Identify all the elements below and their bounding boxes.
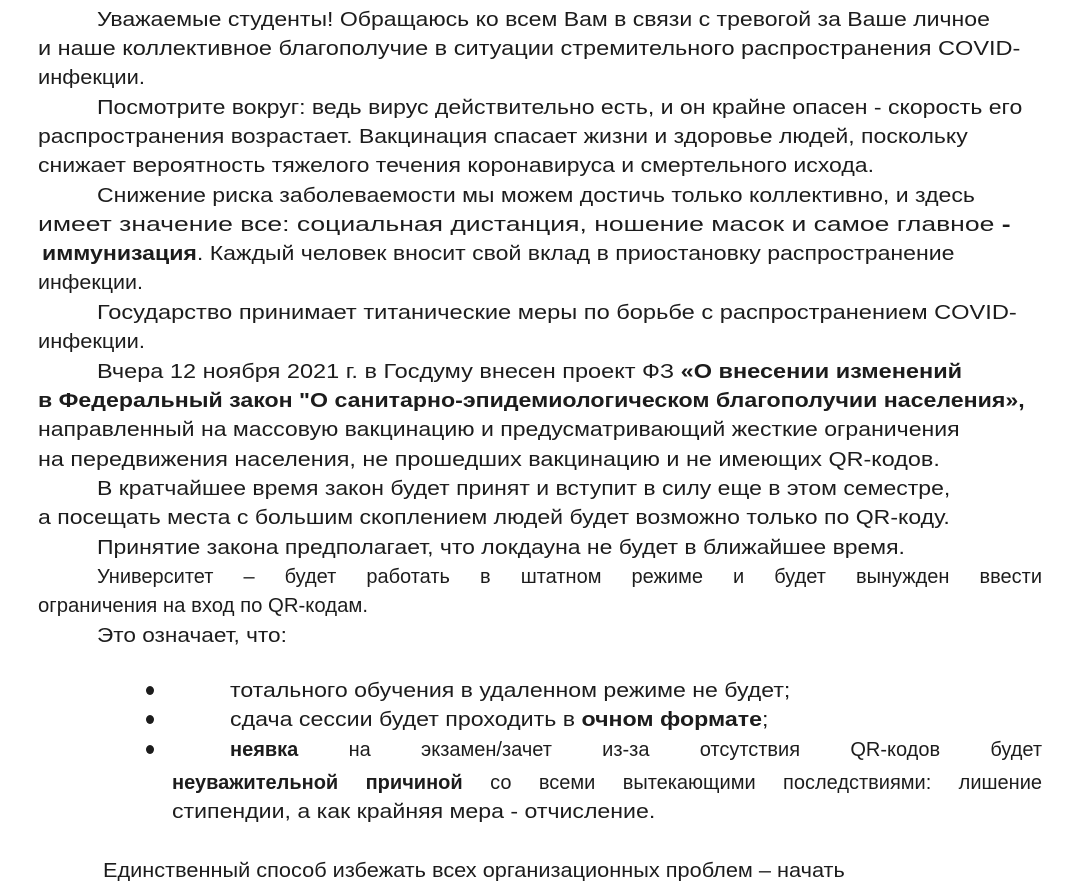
bullet-icon <box>146 715 154 724</box>
bullet-item: тотального обучения в удаленном режиме не будет; <box>230 680 791 702</box>
text-line: снижает вероятность тяжелого течения коронавируса и смертельного исхода. <box>38 155 874 177</box>
bullet-item <box>230 707 768 733</box>
text-line: Снижение риска заболеваемости мы можем достичь только коллективно, и здесь <box>97 185 975 207</box>
text-line: и наше коллективное благополучие в ситуации стремительного распространения COVID- <box>38 38 1021 60</box>
bold-segment: очном формате <box>581 709 763 731</box>
text-line: В кратчайшее время закон будет принят и вступит в силу еще в этом семестре, <box>97 478 951 500</box>
text-line <box>38 388 1025 414</box>
text-line <box>38 212 1011 238</box>
text-line: инфекции. <box>38 331 145 353</box>
text-segment: ; <box>762 709 769 731</box>
text-line: стипендии, а как крайняя мера - отчисление. <box>172 801 656 823</box>
text-segment: сдача сессии будет проходить в <box>230 709 582 731</box>
text-line: Университет – будет работать в штатном режиме и будет вынужден ввести <box>97 566 1042 588</box>
bold-segment: - <box>1001 214 1011 236</box>
bullet-item <box>230 737 1042 763</box>
text-line: Принятие закона предполагает, что локдауна не будет в ближайшее время. <box>97 537 905 559</box>
bold-segment: неявка <box>230 739 299 761</box>
text-line: распространения возрастает. Вакцинация спасает жизни и здоровье людей, поскольку <box>38 126 968 148</box>
closing-line: Единственный способ избежать всех организационных проблем – начать <box>103 860 845 882</box>
text-line: ограничения на вход по QR-кодам. <box>38 595 369 617</box>
text-segment: имеет значение все: социальная дистанция, ношение масок и самое главное <box>38 214 1002 236</box>
text-line: Посмотрите вокруг: ведь вирус действительно есть, и он крайне опасен - скорость его <box>97 97 1023 119</box>
text-line: Уважаемые студенты! Обращаюсь ко всем Вам в связи с тревогой за Ваше личное <box>97 9 990 31</box>
bold-segment: «О внесении изменений <box>680 361 963 383</box>
text-line <box>172 770 1042 796</box>
bold-segment: неуважительной причиной <box>172 772 463 794</box>
text-line: на передвижения населения, не прошедших вакцинацию и не имеющих QR-кодов. <box>38 449 940 471</box>
text-line: инфекции. <box>38 67 145 89</box>
text-line: Государство принимает титанические меры по борьбе с распространением COVID- <box>97 302 1017 324</box>
text-segment: . Каждый человек вносит свой вклад в приостановку распространение <box>196 243 955 265</box>
bold-segment: в Федеральный закон "О санитарно-эпидемиологическом благополучии населения», <box>38 390 1025 412</box>
bold-segment: иммунизация <box>42 243 197 265</box>
text-line <box>97 359 962 385</box>
bullet-icon <box>146 745 154 754</box>
text-line <box>42 241 954 267</box>
text-segment: со всеми вытекающими последствиями: лишение <box>462 772 1042 794</box>
text-line: инфекции. <box>38 272 143 294</box>
text-line: а посещать места с большим скоплением людей будет возможно только по QR-коду. <box>38 507 950 529</box>
text-segment: на экзамен/зачет из-за отсутствия QR-кодов будет <box>298 739 1042 761</box>
text-line: направленный на массовую вакцинацию и предусматривающий жесткие ограничения <box>38 419 960 441</box>
bullet-icon <box>146 686 154 695</box>
text-line: Это означает, что: <box>97 625 287 647</box>
text-segment: Вчера 12 ноября 2021 г. в Госдуму внесен проект ФЗ <box>97 361 681 383</box>
